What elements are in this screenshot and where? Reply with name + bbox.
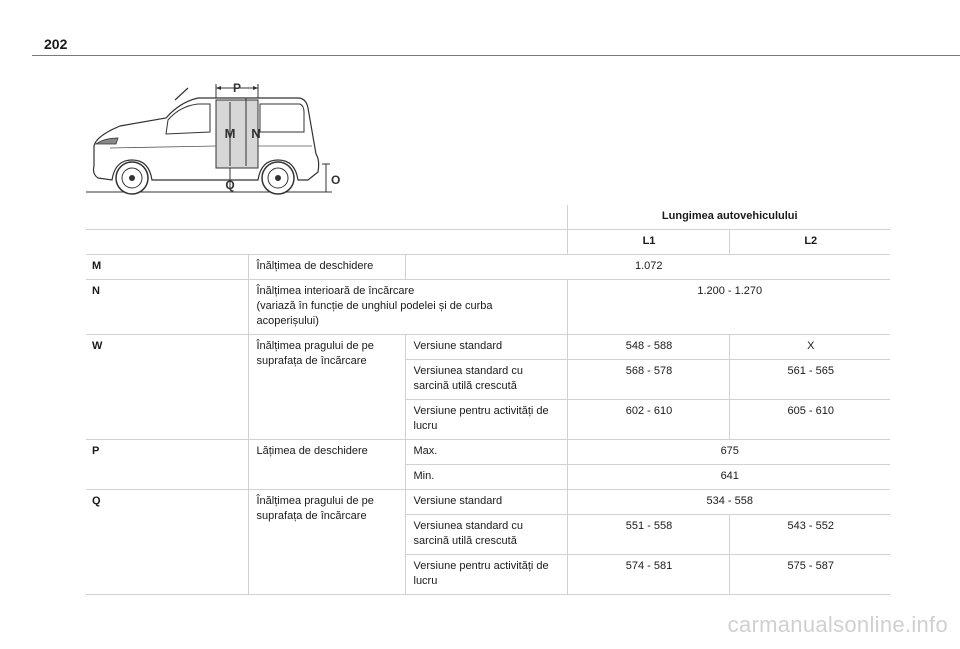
value-l1: 568 - 578 bbox=[625, 365, 673, 377]
header-rule bbox=[32, 55, 960, 56]
row-value: 1.200 - 1.270 bbox=[697, 285, 763, 297]
row-code: Q bbox=[92, 495, 101, 507]
value-l2: 543 - 552 bbox=[787, 520, 834, 532]
value-l1: 574 - 581 bbox=[625, 560, 673, 572]
version-name: Max. bbox=[413, 445, 438, 457]
version-name: Versiunea standard cu sarcină utilă crescută bbox=[413, 365, 523, 392]
row-label: Lățimea de deschidere bbox=[256, 445, 368, 457]
value-l2: 561 - 565 bbox=[787, 365, 834, 377]
row-code: N bbox=[92, 285, 100, 297]
label-o: O bbox=[331, 173, 341, 187]
row-code: M bbox=[92, 260, 102, 272]
row-code: P bbox=[92, 445, 100, 457]
row-value: 1.072 bbox=[634, 260, 663, 272]
value-l1: 551 - 558 bbox=[625, 520, 673, 532]
version-name: Min. bbox=[413, 470, 435, 482]
value-l1: 602 - 610 bbox=[625, 405, 673, 417]
table-subheader-row bbox=[86, 230, 890, 255]
vehicle-length-header: Lungimea autovehiculului bbox=[661, 210, 798, 222]
row-label: Înălțimea pragului de pe suprafața de încărcare bbox=[256, 340, 374, 367]
row-label: Înălțimea pragului de pe suprafața de încărcare bbox=[256, 495, 374, 522]
row-value: 675 bbox=[720, 445, 739, 457]
row-value: 534 - 558 bbox=[706, 495, 753, 507]
table-row bbox=[86, 490, 890, 515]
value-l2: 605 - 610 bbox=[787, 405, 834, 417]
version-name: Versiune standard bbox=[413, 495, 503, 507]
table-header-row bbox=[86, 205, 890, 230]
version-name: Versiune pentru activități de lucru bbox=[413, 405, 549, 432]
row-value: 641 bbox=[720, 470, 739, 482]
value-l2: 575 - 587 bbox=[787, 560, 834, 572]
table-row bbox=[86, 440, 890, 465]
page-number: 202 bbox=[44, 36, 68, 52]
label-m: M bbox=[224, 126, 236, 141]
row-label: Înălțimea de deschidere bbox=[256, 260, 374, 272]
row-label: Înălțimea interioară de încărcare (variază în funcție de unghiul podelei și de curba acoperișului) bbox=[256, 285, 493, 327]
version-name: Versiune standard bbox=[413, 340, 503, 352]
table-row bbox=[86, 255, 890, 280]
table-row bbox=[86, 335, 890, 360]
value-l1: 548 - 588 bbox=[625, 340, 673, 352]
subheader-l1: L1 bbox=[642, 235, 656, 247]
watermark: carmanualsonline.info bbox=[727, 612, 948, 637]
subheader-l2: L2 bbox=[804, 235, 818, 247]
table-row bbox=[86, 280, 890, 335]
version-name: Versiunea standard cu sarcină utilă crescută bbox=[413, 520, 523, 547]
value-l2: X bbox=[807, 340, 815, 352]
vehicle-side-diagram bbox=[80, 78, 345, 198]
dimensions-table bbox=[86, 205, 890, 595]
label-p: P bbox=[232, 81, 242, 95]
row-code: W bbox=[92, 340, 103, 352]
label-n: N bbox=[251, 126, 261, 141]
label-q: Q bbox=[225, 178, 235, 192]
version-name: Versiune pentru activități de lucru bbox=[413, 560, 549, 587]
